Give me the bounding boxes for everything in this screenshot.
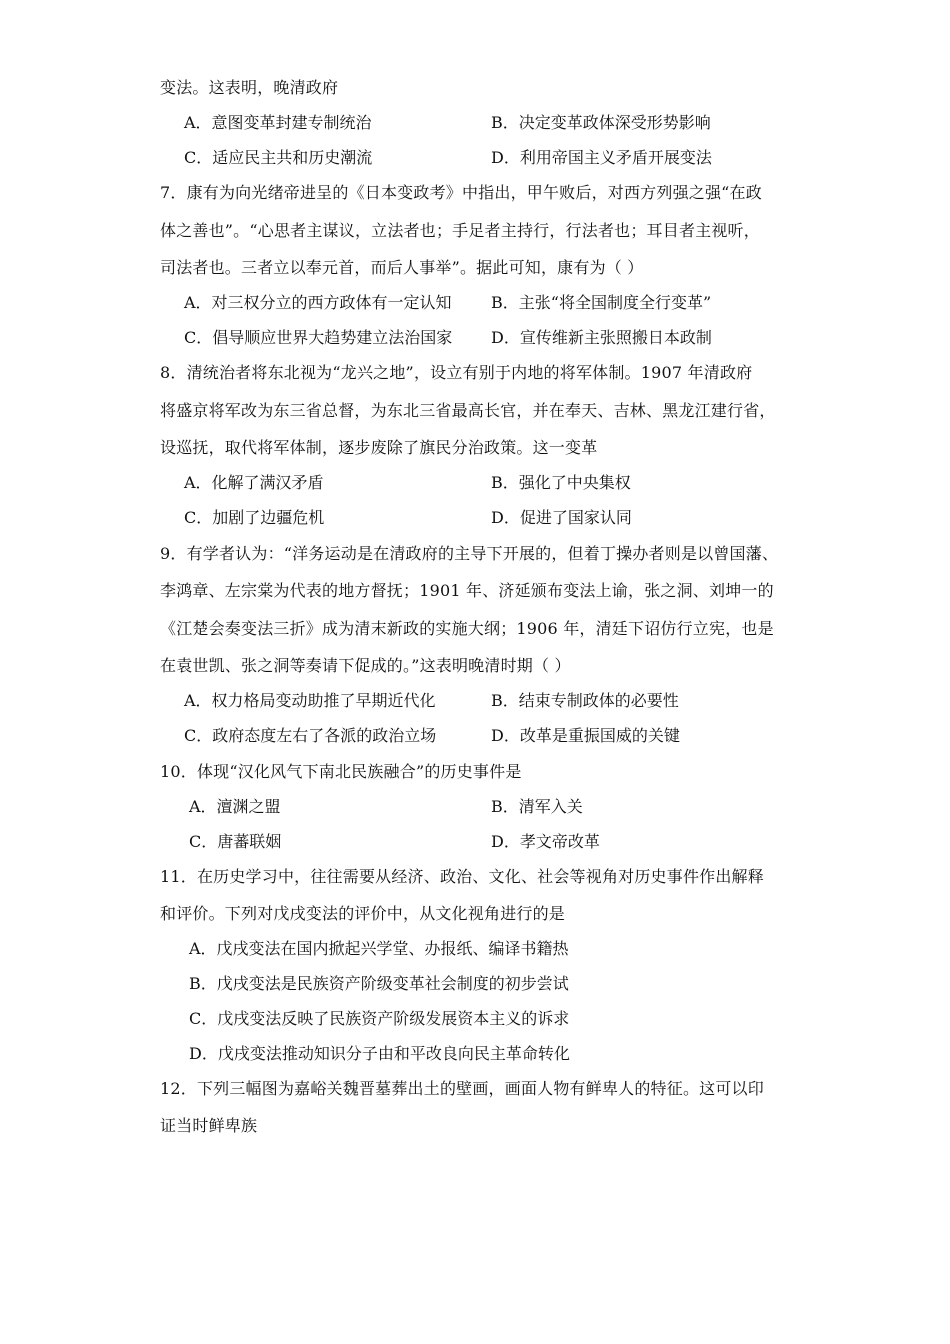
- q8-option-d[interactable]: D．促进了国家认同: [491, 508, 632, 527]
- q11-stem-line-2: 和评价。下列对戊戌变法的评价中，从文化视角进行的是: [160, 904, 566, 923]
- q10-option-b[interactable]: B．清军入关: [491, 797, 583, 816]
- q9-option-d[interactable]: D．改革是重振国威的关键: [491, 726, 680, 745]
- q10-stem: 10．体现“汉化风气下南北民族融合”的历史事件是: [160, 762, 522, 781]
- q9-stem-line-1: 9．有学者认为：“洋务运动是在清政府的主导下开展的，但着丁操办者则是以曾国藩、: [160, 544, 779, 563]
- q10-option-a[interactable]: A．澶渊之盟: [189, 797, 281, 816]
- q6-option-a[interactable]: A．意图变革封建专制统治: [184, 113, 372, 132]
- q9-option-a[interactable]: A．权力格局变动助推了早期近代化: [184, 691, 436, 710]
- q8-option-b[interactable]: B．强化了中央集权: [491, 473, 631, 492]
- q6-stem-tail: 变法。这表明，晚清政府: [160, 78, 339, 97]
- q8-stem-line-3: 设巡抚，取代将军体制，逐步废除了旗民分治政策。这一变革: [160, 438, 598, 457]
- q10-option-d[interactable]: D．孝文帝改革: [491, 832, 600, 851]
- q7-option-c[interactable]: C．倡导顺应世界大趋势建立法治国家: [184, 328, 453, 347]
- q9-option-c[interactable]: C．政府态度左右了各派的政治立场: [184, 726, 437, 745]
- q12-stem-line-1: 12．下列三幅图为嘉峪关魏晋墓葬出土的壁画，画面人物有鲜卑人的特征。这可以印: [160, 1079, 764, 1098]
- q7-stem-line-1: 7．康有为向光绪帝进呈的《日本变政考》中指出，甲午败后，对西方列强之强“在政: [160, 183, 762, 202]
- q7-stem-line-3: 司法者也。三者立以奉元首，而后人事举”。据此可知，康有为（ ）: [160, 258, 644, 277]
- q8-stem-line-1: 8．清统治者将东北视为“龙兴之地”，设立有别于内地的将军体制。1907 年清政府: [160, 363, 753, 382]
- q11-option-b[interactable]: B．戊戌变法是民族资产阶级变革社会制度的初步尝试: [189, 974, 569, 993]
- q9-stem-line-4: 在袁世凯、张之洞等奏请下促成的。”这表明晚清时期（ ）: [160, 656, 571, 675]
- q7-option-d[interactable]: D．宣传维新主张照搬日本政制: [491, 328, 712, 347]
- q8-option-c[interactable]: C．加剧了边疆危机: [184, 508, 325, 527]
- q6-option-d[interactable]: D．利用帝国主义矛盾开展变法: [491, 148, 712, 167]
- q8-option-a[interactable]: A．化解了满汉矛盾: [184, 473, 324, 492]
- q11-option-d[interactable]: D．戊戌变法推动知识分子由和平改良向民主革命转化: [189, 1044, 570, 1063]
- q6-option-c[interactable]: C．适应民主共和历史潮流: [184, 148, 373, 167]
- q10-option-c[interactable]: C．唐蕃联姻: [189, 832, 282, 851]
- q9-stem-line-3: 《江楚会奏变法三折》成为清末新政的实施大纲；1906 年，清廷下诏仿行立宪，也是: [160, 619, 774, 638]
- q9-stem-line-2: 李鸿章、左宗棠为代表的地方督抚；1901 年、济延颁布变法上谕，张之洞、刘坤一的: [160, 581, 774, 600]
- q7-stem-line-2: 体之善也”。“心思者主谋议，立法者也；手足者主持行，行法者也；耳目者主视听，: [160, 221, 760, 240]
- q11-option-a[interactable]: A．戊戌变法在国内掀起兴学堂、办报纸、编译书籍热: [189, 939, 569, 958]
- q11-option-c[interactable]: C．戊戌变法反映了民族资产阶级发展资本主义的诉求: [189, 1009, 570, 1028]
- q9-option-b[interactable]: B．结束专制政体的必要性: [491, 691, 679, 710]
- q8-stem-line-2: 将盛京将军改为东三省总督，为东北三省最高长官，并在奉天、吉林、黑龙江建行省，: [160, 401, 776, 420]
- q12-stem-line-2: 证当时鲜卑族: [160, 1116, 258, 1135]
- q7-option-b[interactable]: B．主张“将全国制度全行变革”: [491, 293, 712, 312]
- q6-option-b[interactable]: B．决定变革政体深受形势影响: [491, 113, 711, 132]
- q7-option-a[interactable]: A．对三权分立的西方政体有一定认知: [184, 293, 452, 312]
- q11-stem-line-1: 11．在历史学习中，往往需要从经济、政治、文化、社会等视角对历史事件作出解释: [160, 867, 764, 886]
